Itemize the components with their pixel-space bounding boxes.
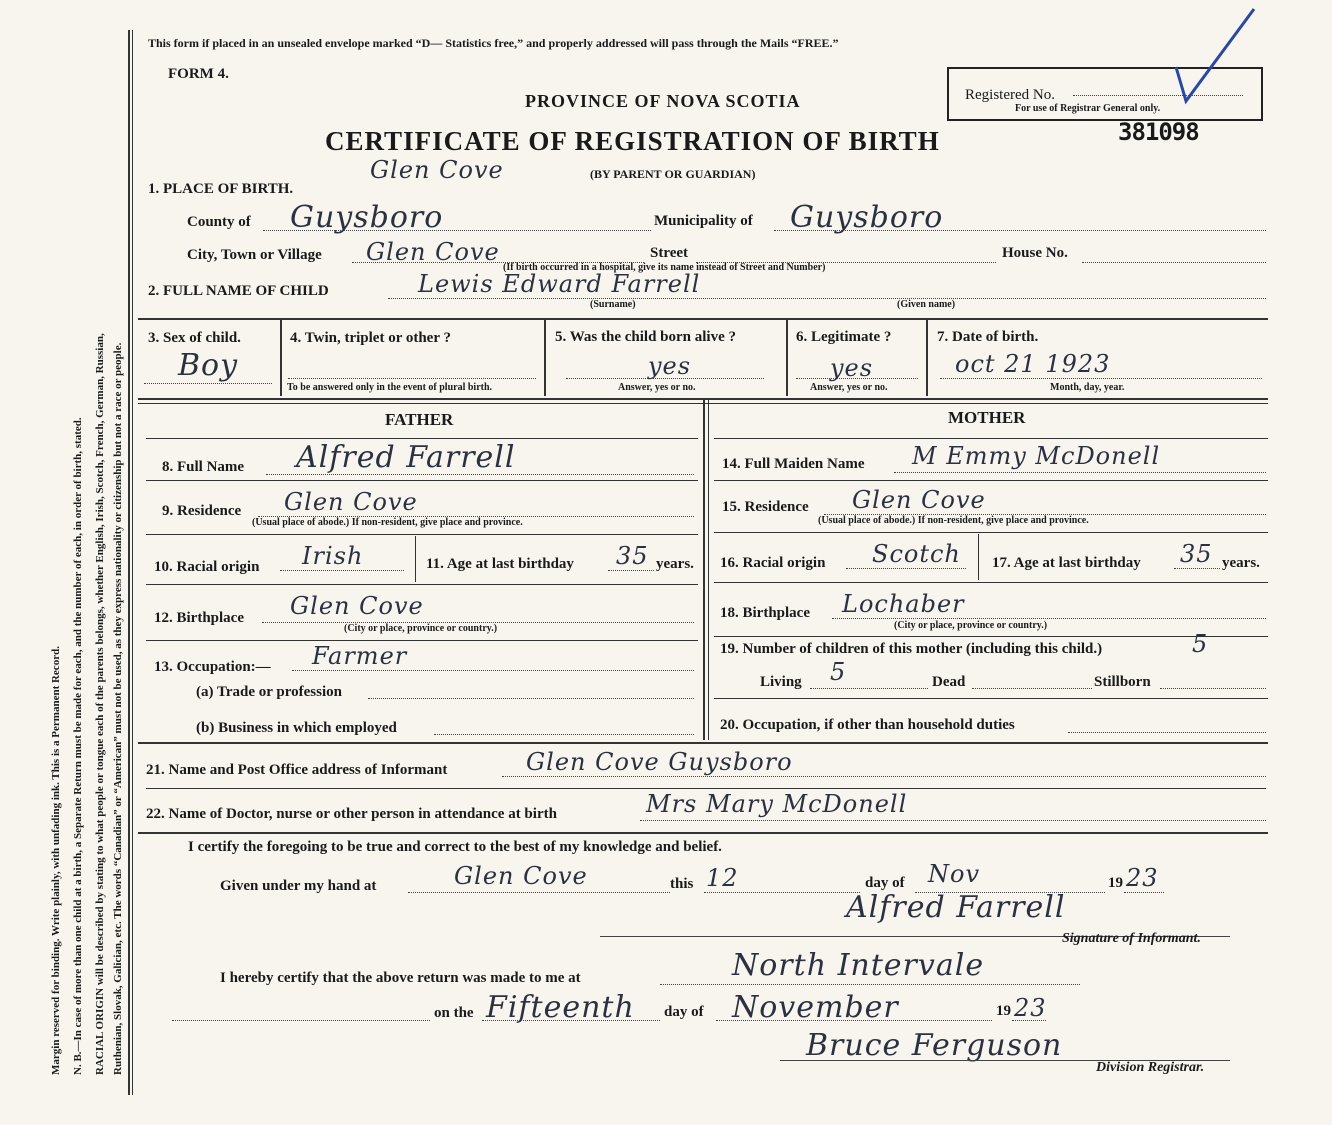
city-value: Glen Cove bbox=[366, 238, 500, 266]
this-label: this bbox=[670, 876, 694, 892]
house-no-label: House No. bbox=[1002, 245, 1068, 261]
place-of-birth-value: Glen Cove bbox=[370, 156, 504, 184]
registered-no-label: Registered No. bbox=[965, 87, 1055, 103]
registrar-signature: Bruce Ferguson bbox=[806, 1028, 1063, 1063]
twin-note: To be answered only in the event of plural birth. bbox=[287, 382, 493, 393]
county-value: Guysboro bbox=[290, 200, 444, 235]
registrar-dayof-label: day of bbox=[664, 1004, 704, 1020]
trade-label: (a) Trade or profession bbox=[196, 684, 342, 700]
municipality-label: Municipality of bbox=[654, 213, 753, 229]
mother-years-label: years. bbox=[1222, 555, 1260, 571]
living-label: Living bbox=[760, 674, 802, 690]
mother-residence-label: 15. Residence bbox=[722, 499, 809, 515]
on-the-label: on the bbox=[434, 1005, 474, 1021]
mother-age-label: 17. Age at last birthday bbox=[992, 555, 1141, 571]
surname-note: (Surname) bbox=[590, 299, 636, 310]
father-race-value: Irish bbox=[302, 542, 364, 570]
twin-label: 4. Twin, triplet or other ? bbox=[290, 330, 451, 346]
mother-birthplace-note: (City or place, province or country.) bbox=[894, 620, 1048, 631]
father-years-label: years. bbox=[656, 556, 694, 572]
given-under-label: Given under my hand at bbox=[220, 878, 377, 894]
mother-occupation-label: 20. Occupation, if other than household duties bbox=[720, 717, 1015, 733]
father-birthplace-label: 12. Birthplace bbox=[154, 610, 244, 626]
legitimate-value: yes bbox=[830, 354, 874, 382]
father-birthplace-value: Glen Cove bbox=[290, 592, 424, 620]
hospital-note: (If birth occurred in a hospital, give its name instead of Street and Number) bbox=[503, 262, 826, 273]
municipality-value: Guysboro bbox=[790, 200, 944, 235]
certificate-title: CERTIFICATE OF REGISTRATION OF BIRTH bbox=[325, 126, 940, 156]
signature-informant-label: Signature of Informant. bbox=[1062, 931, 1201, 946]
stillborn-label: Stillborn bbox=[1094, 674, 1151, 690]
registrar-year-prefix: 19 bbox=[996, 1003, 1011, 1019]
province-heading: PROVINCE OF NOVA SCOTIA bbox=[525, 91, 801, 111]
registrar-place-value: North Intervale bbox=[732, 948, 985, 983]
certificate-subtitle: (BY PARENT OR GUARDIAN) bbox=[590, 167, 756, 181]
margin-note-racial-origin: RACIAL ORIGIN will be described by stating to what people or tongue each of the parents belongs, whether English, Irish, Scotch, French, German, Russian, bbox=[94, 333, 106, 1075]
registrar-month-value: November bbox=[732, 990, 899, 1025]
mother-age-value: 35 bbox=[1180, 540, 1213, 568]
dob-note: Month, day, year. bbox=[1050, 382, 1125, 393]
father-residence-label: 9. Residence bbox=[162, 503, 242, 519]
given-dayof-label: day of bbox=[865, 875, 905, 891]
doctor-label: 22. Name of Doctor, nurse or other person in attendance at birth bbox=[146, 806, 557, 822]
county-label: County of bbox=[187, 214, 251, 230]
registrar-year-value: 23 bbox=[1014, 994, 1047, 1022]
registrar-note: For use of Registrar General only. bbox=[1015, 103, 1161, 114]
given-day-value: 12 bbox=[706, 864, 739, 892]
given-month-value: Nov bbox=[928, 860, 981, 888]
business-label: (b) Business in which employed bbox=[196, 720, 397, 736]
mother-heading: MOTHER bbox=[948, 408, 1026, 427]
margin-rule-inner bbox=[132, 30, 133, 1095]
given-year-prefix: 19 bbox=[1108, 875, 1123, 891]
alive-value: yes bbox=[648, 352, 692, 380]
father-occupation-value: Farmer bbox=[312, 642, 408, 670]
mother-residence-value: Glen Cove bbox=[852, 486, 986, 514]
registrar-certify-text: I hereby certify that the above return was made to me at bbox=[220, 970, 581, 986]
given-year-value: 23 bbox=[1126, 864, 1159, 892]
alive-label: 5. Was the child born alive ? bbox=[555, 329, 736, 345]
street-label: Street bbox=[650, 245, 689, 261]
mother-residence-note: (Usual place of abode.) If non-resident, give place and province. bbox=[818, 515, 1089, 526]
parents-divider bbox=[703, 400, 705, 740]
mother-race-label: 16. Racial origin bbox=[720, 555, 826, 571]
child-name-value: Lewis Edward Farrell bbox=[418, 270, 701, 298]
certify-text: I certify the foregoing to be true and correct to the best of my knowledge and belief. bbox=[188, 839, 722, 855]
father-occupation-label: 13. Occupation:— bbox=[154, 659, 271, 675]
legitimate-label: 6. Legitimate ? bbox=[796, 329, 892, 345]
city-label: City, Town or Village bbox=[187, 247, 322, 263]
registrar-day-value: Fifteenth bbox=[486, 990, 635, 1025]
mail-notice: This form if placed in an unsealed envelope marked “D— Statistics free,” and properly addressed will pass through the Mails “FREE.” bbox=[148, 36, 839, 50]
margin-rule bbox=[128, 30, 130, 1095]
margin-note-multiple-birth: N. B.—In case of more than one child at a birth, a Separate Return must be made for each, and the number of each, in order of birth, stated. bbox=[72, 417, 84, 1075]
margin-note-nationality: Ruthenian, Slovak, Galician, etc. The words “Canadian” or “American” must not be used, as they express nationality or citizenship but not a race or people. bbox=[112, 342, 124, 1075]
legitimate-note: Answer, yes or no. bbox=[810, 382, 888, 393]
informant-signature: Alfred Farrell bbox=[846, 890, 1066, 925]
row-rule-top bbox=[138, 318, 1268, 320]
registered-number: 381098 bbox=[1118, 118, 1199, 146]
child-name-label: 2. FULL NAME OF CHILD bbox=[148, 283, 329, 299]
father-name-value: Alfred Farrell bbox=[296, 440, 516, 475]
mother-birthplace-label: 18. Birthplace bbox=[720, 605, 810, 621]
mother-race-value: Scotch bbox=[872, 540, 961, 568]
dob-value: oct 21 1923 bbox=[955, 350, 1111, 378]
given-name-note: (Given name) bbox=[897, 299, 956, 310]
informant-value: Glen Cove Guysboro bbox=[526, 748, 793, 776]
sex-value: Boy bbox=[178, 348, 239, 383]
father-age-label: 11. Age at last birthday bbox=[426, 556, 574, 572]
form-number: FORM 4. bbox=[168, 66, 229, 82]
living-value: 5 bbox=[830, 658, 847, 686]
father-race-label: 10. Racial origin bbox=[154, 559, 260, 575]
given-place-value: Glen Cove bbox=[454, 862, 588, 890]
mother-name-value: M Emmy McDonell bbox=[912, 442, 1161, 470]
father-residence-value: Glen Cove bbox=[284, 488, 418, 516]
mother-birthplace-value: Lochaber bbox=[842, 590, 965, 618]
margin-note-binding: Margin reserved for binding. Write plainly, with unfading ink. This is a Permanent Record. bbox=[50, 646, 62, 1075]
father-birthplace-note: (City or place, province or country.) bbox=[344, 623, 498, 634]
doctor-value: Mrs Mary McDonell bbox=[646, 790, 908, 818]
alive-note: Answer, yes or no. bbox=[618, 382, 696, 393]
mother-name-label: 14. Full Maiden Name bbox=[722, 456, 865, 472]
informant-label: 21. Name and Post Office address of Informant bbox=[146, 762, 448, 778]
father-residence-note: (Usual place of abode.) If non-resident, give place and province. bbox=[252, 517, 523, 528]
check-mark-icon bbox=[1168, 5, 1258, 105]
father-heading: FATHER bbox=[385, 410, 454, 429]
father-age-value: 35 bbox=[616, 542, 649, 570]
dob-label: 7. Date of birth. bbox=[937, 329, 1039, 345]
father-name-label: 8. Full Name bbox=[162, 459, 245, 475]
division-registrar-label: Division Registrar. bbox=[1096, 1060, 1205, 1075]
place-of-birth-label: 1. PLACE OF BIRTH. bbox=[148, 181, 294, 197]
sex-label: 3. Sex of child. bbox=[148, 330, 241, 346]
mother-children-label: 19. Number of children of this mother (including this child.) bbox=[720, 641, 1103, 657]
mother-children-value: 5 bbox=[1192, 630, 1209, 658]
dead-label: Dead bbox=[932, 674, 966, 690]
